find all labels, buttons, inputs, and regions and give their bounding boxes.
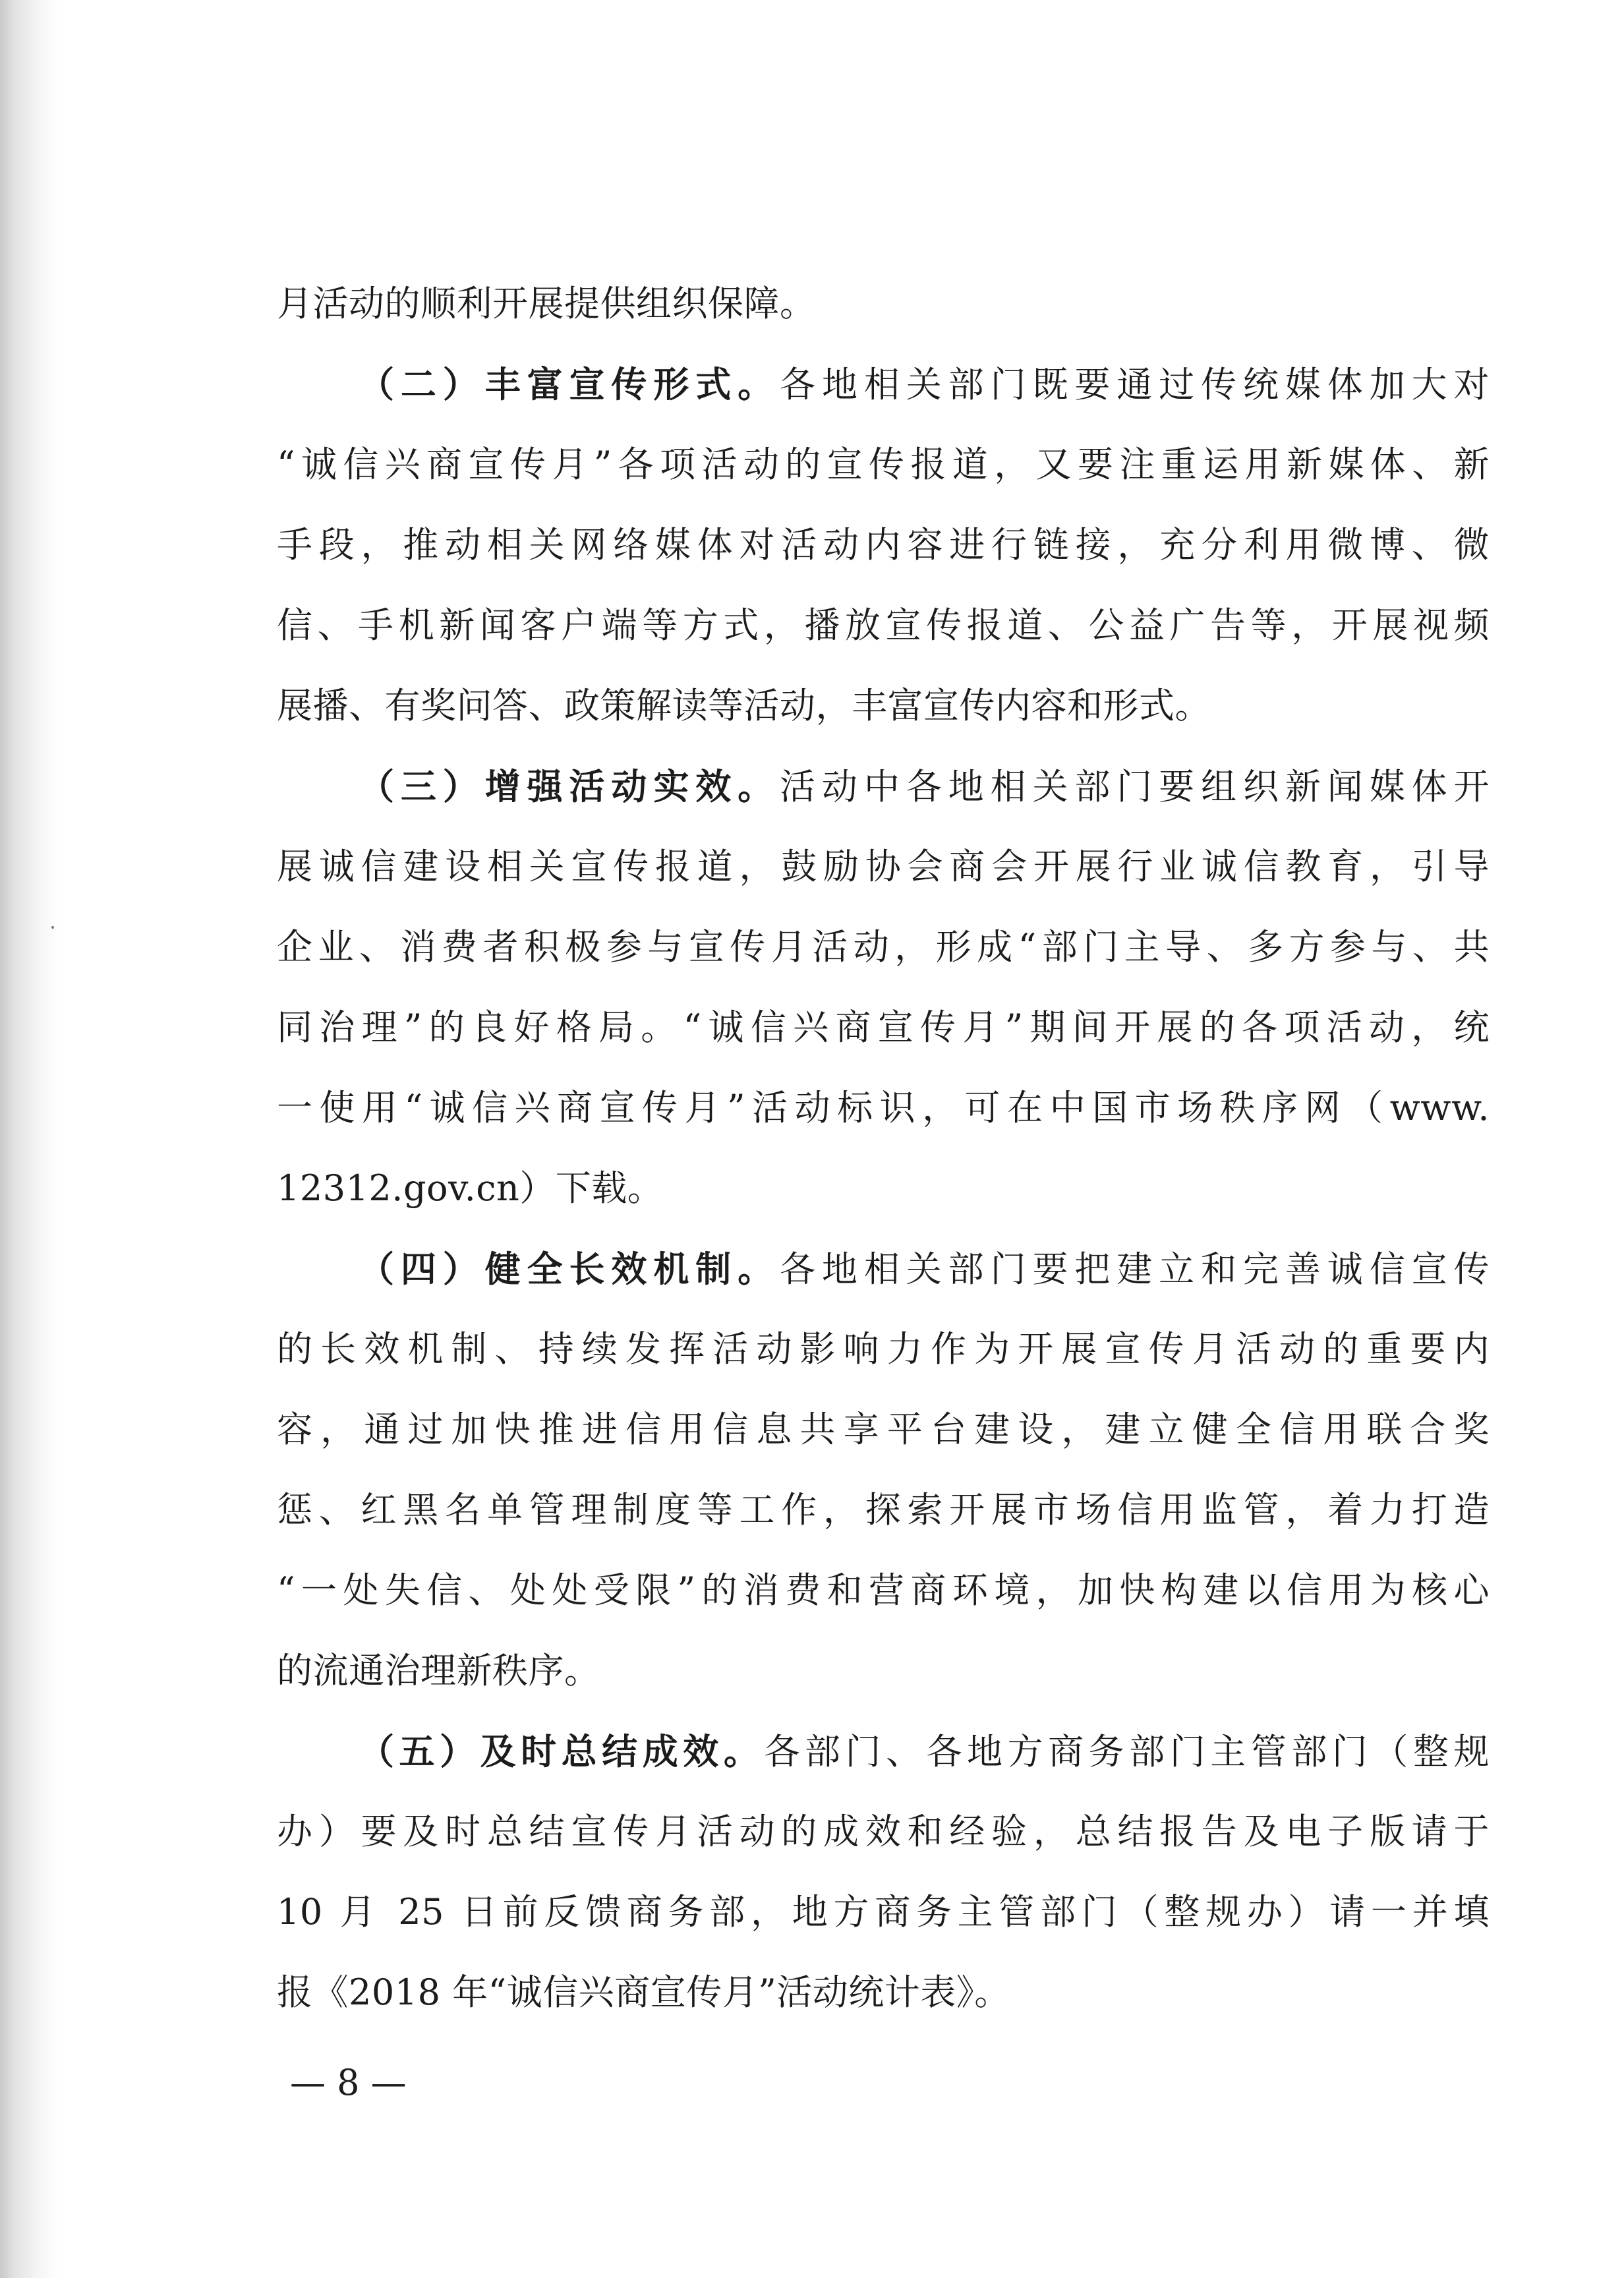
text-line: 同治理”的良好格局。“诚信兴商宣传月”期间开展的各项活动，统 <box>277 1007 1490 1048</box>
text-line: 12312.gov.cn）下载。 <box>277 1167 664 1209</box>
text-line: 企业、消费者积极参与宣传月活动，形成“部门主导、多方参与、共 <box>277 926 1490 968</box>
text-run: 各地相关部门既要通过传统媒体加大对 <box>780 364 1490 405</box>
paragraph-first-line <box>277 1711 1490 1792</box>
scan-speck <box>51 926 54 929</box>
text-line: 信、手机新闻客户端等方式，播放宣传报道、公益广告等，开展视频 <box>277 604 1490 646</box>
paragraph-first-line <box>277 746 1490 827</box>
section-heading: （四）健全长效机制。 <box>359 1248 780 1290</box>
paragraph-first-line <box>277 344 1490 424</box>
text-line: “一处失信、处处受限”的消费和营商环境，加快构建以信用为核心 <box>277 1569 1490 1611</box>
text-line: 手段，推动相关网络媒体对活动内容进行链接，充分利用微博、微 <box>277 524 1490 566</box>
section-heading: （二）丰富宣传形式。 <box>359 363 780 405</box>
paragraph-first-line <box>277 1229 1490 1309</box>
text-run: 各部门、各地方商务部门主管部门（整规 <box>764 1731 1490 1772</box>
text-line: 展诚信建设相关宣传报道，鼓励协会商会开展行业诚信教育，引导 <box>277 846 1490 887</box>
document-body <box>277 264 1490 2033</box>
text-line: “诚信兴商宣传月”各项活动的宣传报道，又要注重运用新媒体、新 <box>277 444 1490 485</box>
text-line: 容，通过加快推进信用信息共享平台建设，建立健全信用联合奖 <box>277 1409 1490 1450</box>
scan-shadow-edge <box>0 0 59 2278</box>
text-line: 一使用“诚信兴商宣传月”活动标识，可在中国市场秩序网（www. <box>277 1087 1490 1128</box>
text-line: 办）要及时总结宣传月活动的成效和经验，总结报告及电子版请于 <box>277 1811 1490 1852</box>
text-run: 各地相关部门要把建立和完善诚信宣传 <box>780 1248 1490 1290</box>
text-line: 10 月 25 日前反馈商务部，地方商务主管部门（整规办）请一并填 <box>277 1891 1490 1933</box>
text-line: 的流通治理新秩序。 <box>277 1650 600 1691</box>
section-heading: （三）增强活动实效。 <box>359 765 780 807</box>
page-number: — 8 — <box>290 2062 407 2103</box>
text-line: 报《2018 年“诚信兴商宣传月”活动统计表》。 <box>277 1971 1010 2013</box>
text-line: 的长效机制、持续发挥活动影响力作为开展宣传月活动的重要内 <box>277 1328 1490 1370</box>
text-line: 惩、红黑名单管理制度等工作，探索开展市场信用监管，着力打造 <box>277 1489 1490 1531</box>
section-heading: （五）及时总结成效。 <box>359 1730 765 1772</box>
text-line: 月活动的顺利开展提供组织保障。 <box>277 283 816 324</box>
text-run: 活动中各地相关部门要组织新闻媒体开 <box>780 766 1490 807</box>
text-line: 展播、有奖问答、政策解读等活动，丰富宣传内容和形式。 <box>277 685 1211 726</box>
